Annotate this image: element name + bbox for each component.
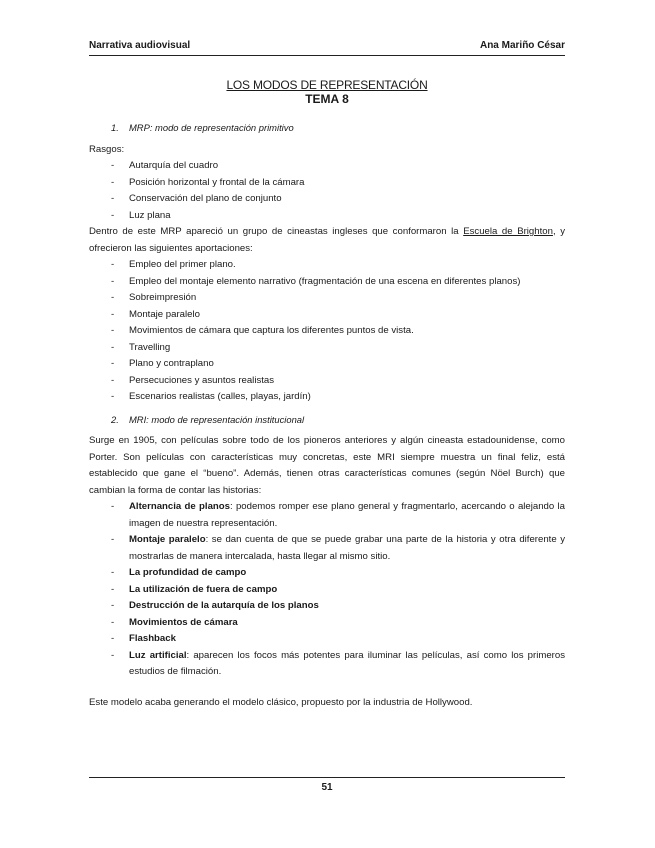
section-title: MRP: modo de representación primitivo: [129, 122, 294, 133]
header-rule: [89, 55, 565, 56]
list-item: - Autarquía del cuadro: [89, 158, 565, 175]
paragraph-text: Dentro de este MRP apareció un grupo de cineastas ingleses que conformaron la: [89, 226, 464, 237]
list-item: - Escenarios realistas (calles, playas, jardín): [89, 389, 565, 406]
list-item: - Travelling: [89, 340, 565, 357]
mri-paragraph: Surge en 1905, con películas sobre todo de los pioneros anteriores y algún cineasta estadounidense, como Porter. Son películas con características muy concretas, este MRI siempre muestra un final feliz, está establecido que gane el “bueno”. Además, tienen otras características comunes (según Nöel Burch) que cambian la forma de contar las historias:: [89, 435, 565, 496]
item-text: : se dan cuenta de que se puede grabar una parte de la historia y otra diferente y mostrarlas de manera intercalada, hasta llegar al mismo sitio.: [129, 534, 565, 562]
page-title: LOS MODOS DE REPRESENTACIÓN: [226, 78, 428, 92]
page-number: 51: [321, 782, 333, 793]
list-item: [89, 532, 565, 565]
item-text: : aparecen los focos más potentes para iluminar las películas, así como los primeros estudios de filmación.: [129, 649, 565, 677]
list-item: - Montaje paralelo: [89, 307, 565, 324]
list-item: - Persecuciones y asuntos realistas: [89, 373, 565, 390]
section-number: 2.: [111, 413, 119, 425]
page-header: [89, 40, 565, 52]
list-item: - Plano y contraplano: [89, 356, 565, 373]
item-text: : podemos romper ese plano general y fragmentarlo, acercando o alejando la imagen de nuestra representación.: [129, 501, 565, 529]
list-item: [89, 499, 565, 532]
item-term: Montaje paralelo: [129, 534, 206, 545]
list-item: [89, 598, 565, 615]
list-item: [89, 631, 565, 648]
brighton-paragraph: [89, 224, 565, 257]
item-term: Luz artificial: [129, 649, 187, 661]
section-heading-mrp: [89, 120, 565, 137]
list-item: - Empleo del primer plano.: [89, 257, 565, 274]
header-author: Ana Mariño César: [479, 40, 565, 51]
list-item: [89, 582, 565, 599]
list-item: [89, 565, 565, 582]
footer-rule: [89, 777, 565, 778]
rasgos-label: Rasgos:: [89, 143, 125, 155]
rasgos-list: [89, 158, 565, 224]
list-item: - Movimientos de cámara que captura los diferentes puntos de vista.: [89, 323, 565, 340]
item-term: Movimientos de cámara: [129, 616, 238, 628]
item-term: Flashback: [129, 633, 176, 644]
brighton-link: Escuela de Brighton: [463, 226, 553, 237]
section-number: 1.: [111, 122, 119, 133]
item-term: Destrucción de la autarquía de los planos: [129, 600, 319, 611]
list-item: - Empleo del montaje elemento narrativo (fragmentación de una escena en diferentes planos): [89, 274, 565, 291]
item-term: Alternancia de planos: [129, 501, 230, 512]
page-content: [89, 78, 565, 711]
section-heading-mri: [89, 412, 565, 429]
spacer: [89, 681, 565, 695]
section-title: MRI: modo de representación institucional: [129, 413, 305, 425]
list-item: - Sobreimpresión: [89, 290, 565, 307]
closing-paragraph: Este modelo acaba generando el modelo clásico, propuesto por la industria de Hollywood.: [89, 696, 473, 708]
list-item: - Conservación del plano de conjunto: [89, 191, 565, 208]
mri-list: [89, 499, 565, 681]
item-term: La utilización de fuera de campo: [129, 583, 278, 595]
aportaciones-list: [89, 257, 565, 406]
paragraph-text: , y ofrecieron las siguientes aportaciones:: [89, 226, 565, 254]
list-item: [89, 615, 565, 632]
page-subtitle: TEMA 8: [305, 92, 349, 106]
list-item: - Posición horizontal y frontal de la cámara: [89, 175, 565, 192]
list-item: [89, 648, 565, 681]
item-term: La profundidad de campo: [129, 567, 247, 578]
list-item: - Luz plana: [89, 208, 565, 225]
header-course: Narrativa audiovisual: [89, 40, 191, 51]
